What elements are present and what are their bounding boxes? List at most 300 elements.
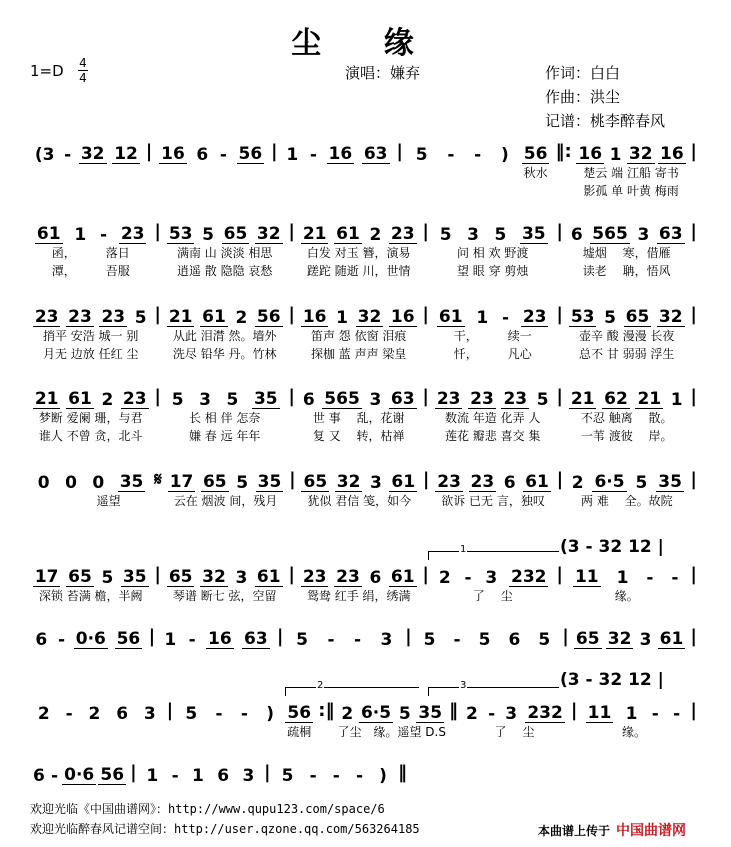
barline: |	[264, 762, 271, 783]
note: 3	[199, 390, 211, 410]
note: 63	[658, 224, 683, 244]
note: 63	[244, 629, 268, 649]
measure	[286, 625, 402, 649]
measure-notes	[575, 140, 688, 164]
note: 1	[146, 766, 159, 786]
note: 61	[256, 567, 281, 587]
note: -	[464, 568, 472, 588]
measure-notes	[566, 303, 687, 327]
note: -	[215, 704, 223, 724]
lyricist: 作词：白白	[545, 64, 621, 82]
note: 23	[122, 389, 147, 409]
note: 62	[604, 389, 628, 409]
lyric-verse-2: 一苇 渡彼 岸。	[580, 429, 673, 443]
upload-badge[interactable]	[538, 820, 686, 840]
note: 0·6	[64, 765, 95, 785]
measure-notes	[432, 563, 553, 587]
note: 65	[202, 472, 227, 492]
measure-notes	[30, 303, 151, 327]
score-line	[30, 699, 700, 741]
barline: |	[690, 700, 697, 721]
lyric-verse-1: 疏桐	[287, 725, 312, 739]
measure	[406, 140, 519, 200]
lyric-verse-1: 缘。	[621, 725, 646, 739]
measure	[283, 699, 315, 741]
barline: |	[154, 564, 161, 585]
note: 21	[570, 389, 595, 409]
score-line	[30, 385, 700, 445]
note: 61	[659, 629, 684, 649]
measure	[566, 220, 687, 280]
barline: |	[148, 626, 156, 647]
note: 23	[120, 224, 145, 244]
note: 0·6	[75, 629, 106, 649]
note: 35	[658, 472, 682, 492]
note: 61	[68, 389, 92, 409]
note: 61	[202, 307, 226, 327]
measure-notes	[164, 385, 285, 409]
site-logo: 中国曲谱网	[616, 823, 687, 839]
barline: |	[556, 304, 563, 325]
barline: ‖:	[555, 141, 572, 162]
measure	[274, 761, 395, 785]
note: 23	[436, 389, 461, 409]
note: 23	[503, 389, 528, 409]
note: 16	[161, 144, 185, 164]
measure-notes	[281, 140, 394, 164]
score-line	[30, 220, 700, 280]
note: 23	[302, 567, 327, 587]
note: 5	[296, 630, 308, 650]
note: -	[447, 145, 455, 165]
measure	[155, 140, 268, 200]
lyric-verse-1: 白发 对玉 簪，演易	[306, 246, 411, 260]
measure-notes	[432, 220, 553, 244]
note: -	[646, 568, 654, 588]
note: 1	[476, 308, 489, 328]
note: 2	[369, 225, 382, 245]
lyric-verse-2	[519, 182, 553, 200]
note: 63	[363, 144, 388, 164]
measure-notes	[30, 563, 151, 587]
note: 5	[478, 630, 491, 650]
barline: |	[288, 221, 295, 242]
note: 1	[625, 704, 638, 724]
lyric-verse-2: 望 眼 穿 剪烛	[456, 264, 529, 278]
note: 35	[257, 472, 282, 492]
measure-notes	[30, 625, 146, 649]
note: -	[488, 704, 496, 724]
lyric-verse-1: 墟烟 寒，借雁	[582, 246, 671, 260]
lyric-verse-1: 问 相 欢 野渡	[456, 246, 529, 260]
note: 35	[418, 703, 443, 723]
note: 2	[235, 308, 248, 328]
note: 61	[525, 472, 549, 492]
barline: |	[145, 141, 153, 162]
note: 23	[390, 224, 415, 244]
score-line	[30, 468, 700, 510]
measure	[176, 699, 283, 741]
note: 3	[637, 225, 650, 245]
note: 32	[336, 472, 361, 492]
note: )	[500, 145, 509, 165]
note: -	[353, 630, 362, 650]
measure	[337, 699, 446, 741]
measure	[281, 140, 394, 200]
note: 16	[578, 144, 603, 164]
note: -	[99, 225, 108, 245]
lyric-verse-1	[281, 164, 394, 182]
measure	[519, 140, 553, 200]
measure-notes	[30, 140, 143, 164]
measure	[165, 468, 286, 510]
note: 1	[192, 766, 204, 786]
note: -	[309, 145, 317, 165]
barline: |	[289, 469, 296, 490]
measure	[575, 140, 688, 200]
volta-3	[428, 680, 559, 696]
measure	[30, 468, 151, 510]
measure-notes	[406, 140, 519, 164]
measure	[299, 468, 420, 510]
lyric-verse-1: 琴谱 断七 弦，空留	[172, 589, 277, 603]
note: -	[332, 766, 340, 786]
barline: |	[690, 386, 697, 407]
composer: 作曲：洪尘	[545, 88, 621, 106]
measure-notes	[140, 761, 261, 785]
measure	[566, 468, 687, 510]
note: 3	[639, 630, 652, 650]
measure-notes	[158, 625, 274, 649]
lyric-verse-1	[30, 723, 164, 741]
barline: |	[271, 141, 278, 162]
footer-link-qzone[interactable]: 欢迎光临醉春风记谱空间：http://user.qzone.qq.com/563264185	[30, 822, 420, 836]
barline: :‖	[318, 700, 335, 721]
lyric-verse-2: 逍遥 散 隐隐 哀愁	[176, 264, 273, 278]
note: 61	[390, 567, 415, 587]
note: 5	[536, 390, 549, 410]
barline: |	[690, 304, 697, 325]
lyric-verse-1: 了尘 缘。遥望 D.S	[337, 725, 446, 739]
measure-notes	[164, 303, 285, 327]
note: 65	[575, 629, 600, 649]
measure	[298, 303, 419, 363]
note: 3	[235, 568, 248, 588]
lyric-verse-1: 壶辛 酸 漫漫 长夜	[578, 329, 675, 343]
barline: |	[690, 141, 697, 162]
measure	[30, 385, 151, 445]
note: 5	[635, 473, 648, 493]
lyric-verse-1: 笛声 怨 依窗 泪痕	[310, 329, 407, 343]
note: 32	[256, 224, 281, 244]
note: 5	[171, 390, 184, 410]
note: 61	[391, 472, 416, 492]
note: 53	[168, 224, 193, 244]
note: 12	[114, 144, 138, 164]
note: 5	[494, 225, 507, 245]
lyric-verse-1: 干， 续一	[453, 329, 532, 343]
volta-2	[285, 680, 419, 696]
barline: ‖	[398, 762, 407, 783]
measure-notes	[298, 563, 419, 587]
note: 32	[607, 629, 632, 649]
note: 63	[390, 389, 415, 409]
measure-notes	[165, 468, 286, 492]
measure-notes	[519, 140, 553, 164]
measure-notes	[298, 220, 419, 244]
lyric-verse-1: 两 难 全。故院	[581, 494, 673, 508]
barline: |	[657, 537, 664, 557]
score-line	[30, 303, 700, 363]
measure	[30, 303, 151, 363]
lyric-verse-2: 总不 甘 弱弱 浮生	[578, 347, 675, 361]
lyric-verse-2: 谁人 不曾 贪，北斗	[38, 429, 143, 443]
note: 56	[256, 307, 281, 327]
measure-notes	[415, 625, 560, 649]
note: (3	[34, 145, 55, 165]
note: 23	[522, 307, 547, 327]
note: 16	[660, 144, 684, 164]
measure	[164, 385, 285, 445]
measure	[298, 563, 419, 605]
note: 565	[592, 224, 628, 244]
note: 23	[437, 472, 461, 492]
barline: |	[396, 141, 403, 162]
interlude-text: (3 - 32 12	[560, 670, 652, 690]
note: 5	[415, 145, 428, 165]
barline: |	[288, 564, 295, 585]
note: 1	[616, 568, 629, 588]
note: 2	[88, 704, 101, 724]
interlude-notes	[560, 537, 664, 557]
lyric-verse-1	[30, 164, 143, 182]
measure	[30, 140, 143, 200]
measure	[164, 563, 285, 605]
note: 23	[336, 567, 360, 587]
note: 5	[538, 630, 551, 650]
note: 65	[625, 307, 650, 327]
measure	[30, 761, 127, 785]
lyric-verse-2: 复 又 转，枯禅	[312, 429, 405, 443]
note: 5	[604, 308, 616, 328]
note: 1	[164, 630, 177, 650]
barline: |	[422, 221, 429, 242]
lyric-verse-2: 忏， 凡心	[453, 347, 532, 361]
note: 65	[303, 472, 328, 492]
key-signature: 1=D	[30, 62, 64, 80]
score-line	[30, 761, 410, 785]
note: 16	[302, 307, 327, 327]
measure-notes	[30, 468, 151, 492]
note: 6	[503, 473, 516, 493]
lyric-verse-2: 探枷 蓝 声声 梁皇	[310, 347, 407, 361]
volta-label: 3	[460, 680, 467, 691]
note: 16	[328, 144, 353, 164]
barline: 𝄋	[154, 469, 162, 490]
note: 5	[226, 390, 239, 410]
note: 56	[523, 144, 548, 164]
barline: |	[556, 386, 563, 407]
note: -	[327, 630, 335, 650]
measure-notes	[572, 625, 688, 649]
measure-notes	[155, 140, 268, 164]
note: -	[50, 766, 59, 786]
lyric-verse-1: 不忍 触离 散。	[580, 411, 673, 425]
note: 3	[369, 390, 382, 410]
lyric-verse-2: 洗尽 铅华 丹。竹林	[172, 347, 277, 361]
lyric-verse-2: 莲花 瓣悲 喜交 集	[444, 429, 541, 443]
measure-notes	[432, 385, 553, 409]
lyric-verse-1: 从此 泪潸 然。墙外	[172, 329, 277, 343]
barline: |	[422, 304, 429, 325]
note: 23	[68, 307, 92, 327]
note: -	[240, 704, 248, 724]
lyric-verse-1: 满南 山 淡淡 相思	[176, 246, 273, 260]
measure-notes	[176, 699, 283, 723]
note: 2	[101, 390, 114, 410]
measure	[432, 385, 553, 445]
measure-notes	[30, 761, 127, 785]
measure-notes	[432, 468, 553, 492]
note: 56	[287, 703, 312, 723]
measure-notes	[337, 699, 446, 723]
note: 35	[521, 224, 546, 244]
note: 21	[34, 389, 59, 409]
lyric-verse-2: 潭， 吾服	[51, 264, 130, 278]
barline: |	[288, 304, 295, 325]
note: -	[671, 568, 679, 588]
note: 232	[510, 567, 547, 587]
note: 61	[336, 224, 360, 244]
lyric-verse-1: 长 相 伴 怎奈	[188, 411, 261, 425]
volta-label: 2	[317, 680, 324, 691]
measure	[566, 303, 687, 363]
lyric-verse-2	[281, 182, 394, 200]
note: 35	[253, 389, 278, 409]
note: 2	[466, 704, 478, 724]
note: 23	[101, 307, 126, 327]
note: -	[64, 145, 72, 165]
note: 16	[390, 307, 415, 327]
note: 3	[485, 568, 498, 588]
song-title: 尘 缘	[291, 26, 440, 61]
note: 5	[134, 308, 147, 328]
barline: |	[556, 221, 563, 242]
lyric-verse-2: 蹉跎 随逝 川，世情	[306, 264, 411, 278]
measure	[461, 699, 568, 741]
note: 65	[68, 567, 92, 587]
note: 1	[336, 308, 348, 328]
barline: ‖	[448, 700, 458, 721]
lyric-verse-1: 欲诉 已无 言，独叹	[441, 494, 545, 508]
barline: |	[166, 700, 174, 721]
note: 1	[670, 390, 683, 410]
footer-link-qupu[interactable]: 欢迎光临《中国曲谱网》：http://www.qupu123.com/space/6	[30, 802, 385, 816]
measure	[298, 385, 419, 445]
note: -	[651, 704, 659, 724]
measure-notes	[461, 699, 568, 723]
note: 6·5	[360, 703, 392, 723]
measure	[432, 563, 553, 605]
measure-notes	[283, 699, 315, 723]
note: 1	[286, 145, 299, 165]
note: -	[474, 145, 482, 165]
measure-notes	[30, 385, 151, 409]
note: 17	[169, 472, 194, 492]
lyric-verse-1	[155, 164, 268, 182]
lyric-verse-2: 读老 聃，悟风	[582, 264, 671, 278]
measure	[30, 220, 151, 280]
lyric-verse-2: 嫌 春 远 年年	[188, 429, 261, 443]
note: 0	[65, 473, 77, 493]
note: -	[219, 145, 227, 165]
note: 21	[637, 389, 662, 409]
note: 2	[438, 568, 451, 588]
measure	[140, 761, 261, 785]
lyric-verse-1: 数流 年造 化弄 人	[444, 411, 541, 425]
lyric-verse-1: 云在 烟波 间，残月	[173, 494, 278, 508]
barline: |	[556, 469, 564, 490]
barline: |	[690, 221, 697, 242]
measure	[566, 385, 687, 445]
time-bottom: 4	[79, 71, 87, 85]
note: 6	[196, 145, 209, 165]
measure	[298, 220, 419, 280]
note: 2	[37, 704, 50, 724]
lyric-verse-2: 影孤 单 叶黄 梅雨	[583, 184, 679, 198]
measure-notes	[30, 699, 164, 723]
note: 21	[168, 307, 193, 327]
interlude-text: (3 - 32 12	[560, 537, 652, 557]
note: 35	[122, 567, 147, 587]
note: 6	[116, 704, 129, 724]
barline: |	[422, 469, 430, 490]
measure	[164, 220, 285, 280]
volta-1	[428, 544, 559, 560]
note: 1	[74, 225, 87, 245]
note: 565	[324, 389, 360, 409]
barline: |	[154, 386, 161, 407]
note: 16	[207, 629, 232, 649]
lyric-verse-1: 秋水	[523, 166, 548, 180]
note: 0	[37, 473, 50, 493]
badge-text: 本曲谱上传于	[538, 823, 611, 838]
measure-notes	[30, 220, 151, 244]
note: 5	[236, 473, 249, 493]
barline: |	[562, 626, 569, 647]
note: -	[188, 630, 196, 650]
measure-notes	[566, 385, 687, 409]
note: 53	[570, 307, 595, 327]
note: -	[65, 704, 73, 724]
note: 5	[202, 225, 214, 245]
barline: |	[405, 626, 412, 647]
barline: |	[690, 626, 697, 647]
note: 3	[369, 473, 382, 493]
note: 65	[168, 567, 193, 587]
measure	[566, 563, 687, 605]
measure-notes	[274, 761, 395, 785]
barline: |	[154, 304, 161, 325]
note: 3	[380, 630, 393, 650]
lyric-verse-1	[406, 164, 519, 182]
barline: |	[657, 670, 664, 690]
barline: |	[154, 221, 161, 242]
note: 35	[119, 472, 144, 492]
note: -	[171, 766, 179, 786]
measure	[432, 303, 553, 363]
time-signature	[78, 57, 88, 84]
